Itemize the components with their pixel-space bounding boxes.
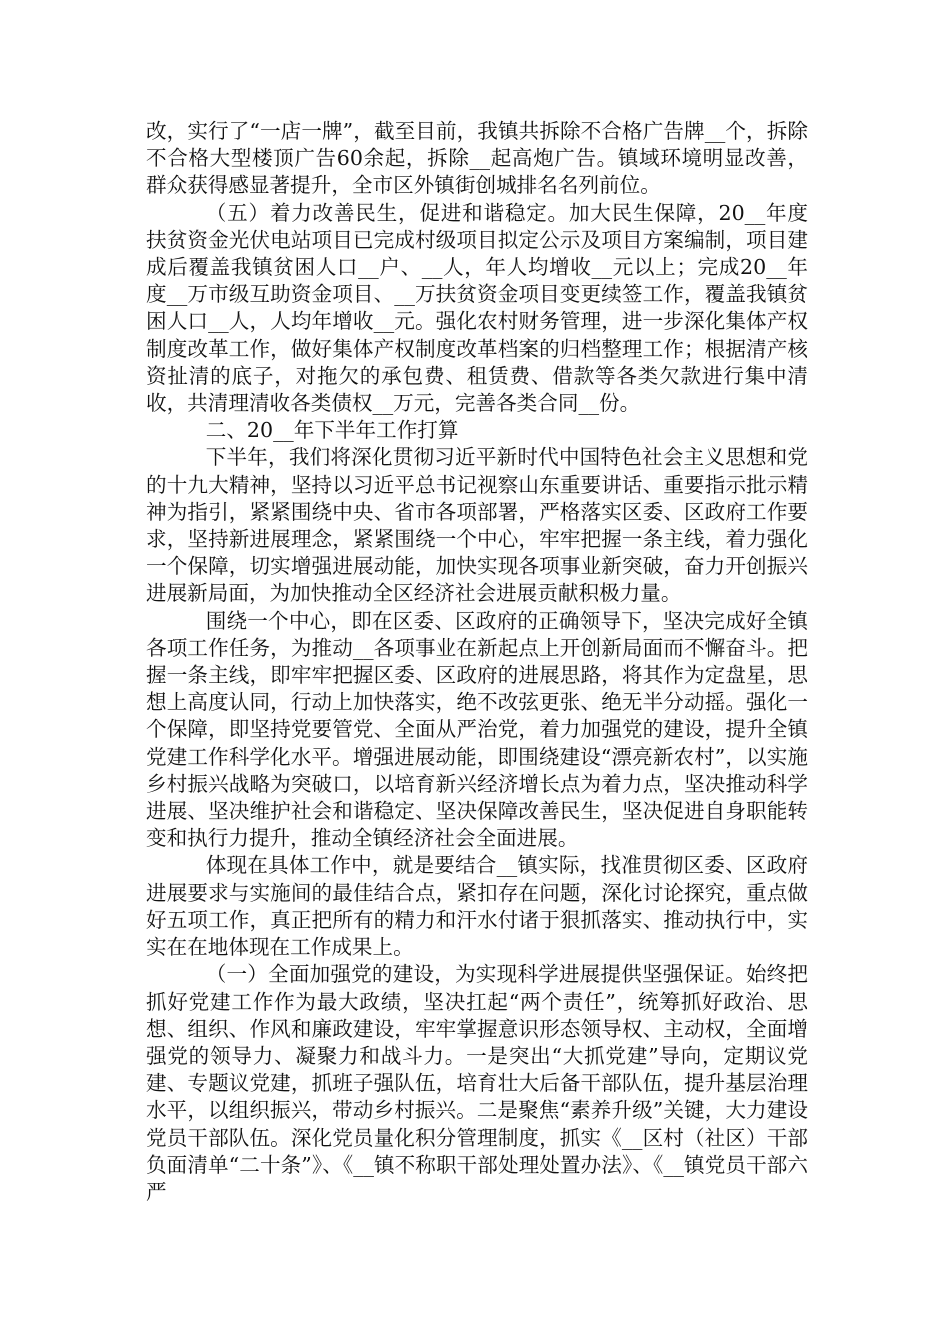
paragraph-1: 改，实行了“一店一牌”，截至目前，我镇共拆除不合格广告牌__个，拆除不合格大型楼顶广告60余起，拆除__起高炮广告。镇域环境明显改善，群众获得感显著提升，全市区外镇街创城排名名列前位。 <box>146 119 808 198</box>
paragraph-second-half-plan: 下半年，我们将深化贯彻习近平新时代中国特色社会主义思想和党的十九大精神，坚持以习近平总书记视察山东重要讲话、重要指示批示精神为指引，紧紧围绕中央、省市各项部署，严格落实区委、区政府工作要求，坚持新进展理念，紧紧围绕一个中心，牢牢把握一条主线，着力强化一个保障，切实增强进展动能，加快实现各项事业新突破，奋力开创振兴进展新局面，为加快推动全区经济社会进展贡献积极力量。 <box>146 445 808 606</box>
paragraph-section-5: （五）着力改善民生，促进和谐稳定。加大民生保障，20__年度扶贫资金光伏电站项目已完成村级项目拟定公示及项目方案编制，项目建成后覆盖我镇贫困人口__户、__人，年人均增收__元以上；完成20__年度__万市级互助资金项目、__万扶贫资金项目变更续签工作，覆盖我镇贫困人口__人，人均年增收__元。强化农村财务管理，进一步深化集体产权制度改革工作，做好集体产权制度改革档案的归档整理工作；根据清产核资扯清的底子，对拖欠的承包费、租赁费、借款等各类欠款进行集中清收，共清理清收各类债权__万元，完善各类合同__份。 <box>146 200 808 416</box>
section-heading-2: 二、20__年下半年工作打算 <box>205 418 459 443</box>
paragraph-one-center: 围绕一个中心，即在区委、区政府的正确领导下，坚决完成好全镇各项工作任务，为推动__各项事业在新起点上开创新局面而不懈奋斗。把握一条主线，即牢牢把握区委、区政府的进展思路，将其作为定盘星，思想上高度认同，行动上加快落实，绝不改弦更张、绝无半分动摇。强化一个保障，即坚持党要管党、全面从严治党，着力加强党的建设，提升全镇党建工作科学化水平。增强进展动能，即围绕建设“漂亮新农村”，以实施乡村振兴战略为突破口，以培育新兴经济增长点为着力点，坚决推动科学进展、坚决维护社会和谐稳定、坚决保障改善民生，坚决促进自身职能转变和执行力提升，推动全镇经济社会全面进展。 <box>146 608 808 851</box>
document-page <box>146 118 808 1206</box>
paragraph-specific-work: 体现在具体工作中，就是要结合__镇实际，找准贯彻区委、区政府进展要求与实施间的最佳结合点，紧扣存在问题，深化讨论探究，重点做好五项工作，真正把所有的精力和汗水付诸于狠抓落实、推动执行中，实实在在地体现在工作成果上。 <box>146 853 808 960</box>
paragraph-party-building: （一）全面加强党的建设，为实现科学进展提供坚强保证。始终把抓好党建工作作为最大政绩，坚决扛起“两个责任”，统筹抓好政治、思想、组织、作风和廉政建设，牢牢掌握意识形态领导权、主动权，全面增强党的领导力、凝聚力和战斗力。一是突出“大抓党建”导向，定期议党建、专题议党建，抓班子强队伍，培育壮大后备干部队伍，提升基层治理水平，以组织振兴，带动乡村振兴。二是聚焦“素养升级”关键，大力建设党员干部队伍。深化党员量化积分管理制度，抓实《__区村（社区）干部负面清单“二十条”》、《__镇不称职干部处理处置办法》、《__镇党员干部六严 <box>146 962 808 1204</box>
